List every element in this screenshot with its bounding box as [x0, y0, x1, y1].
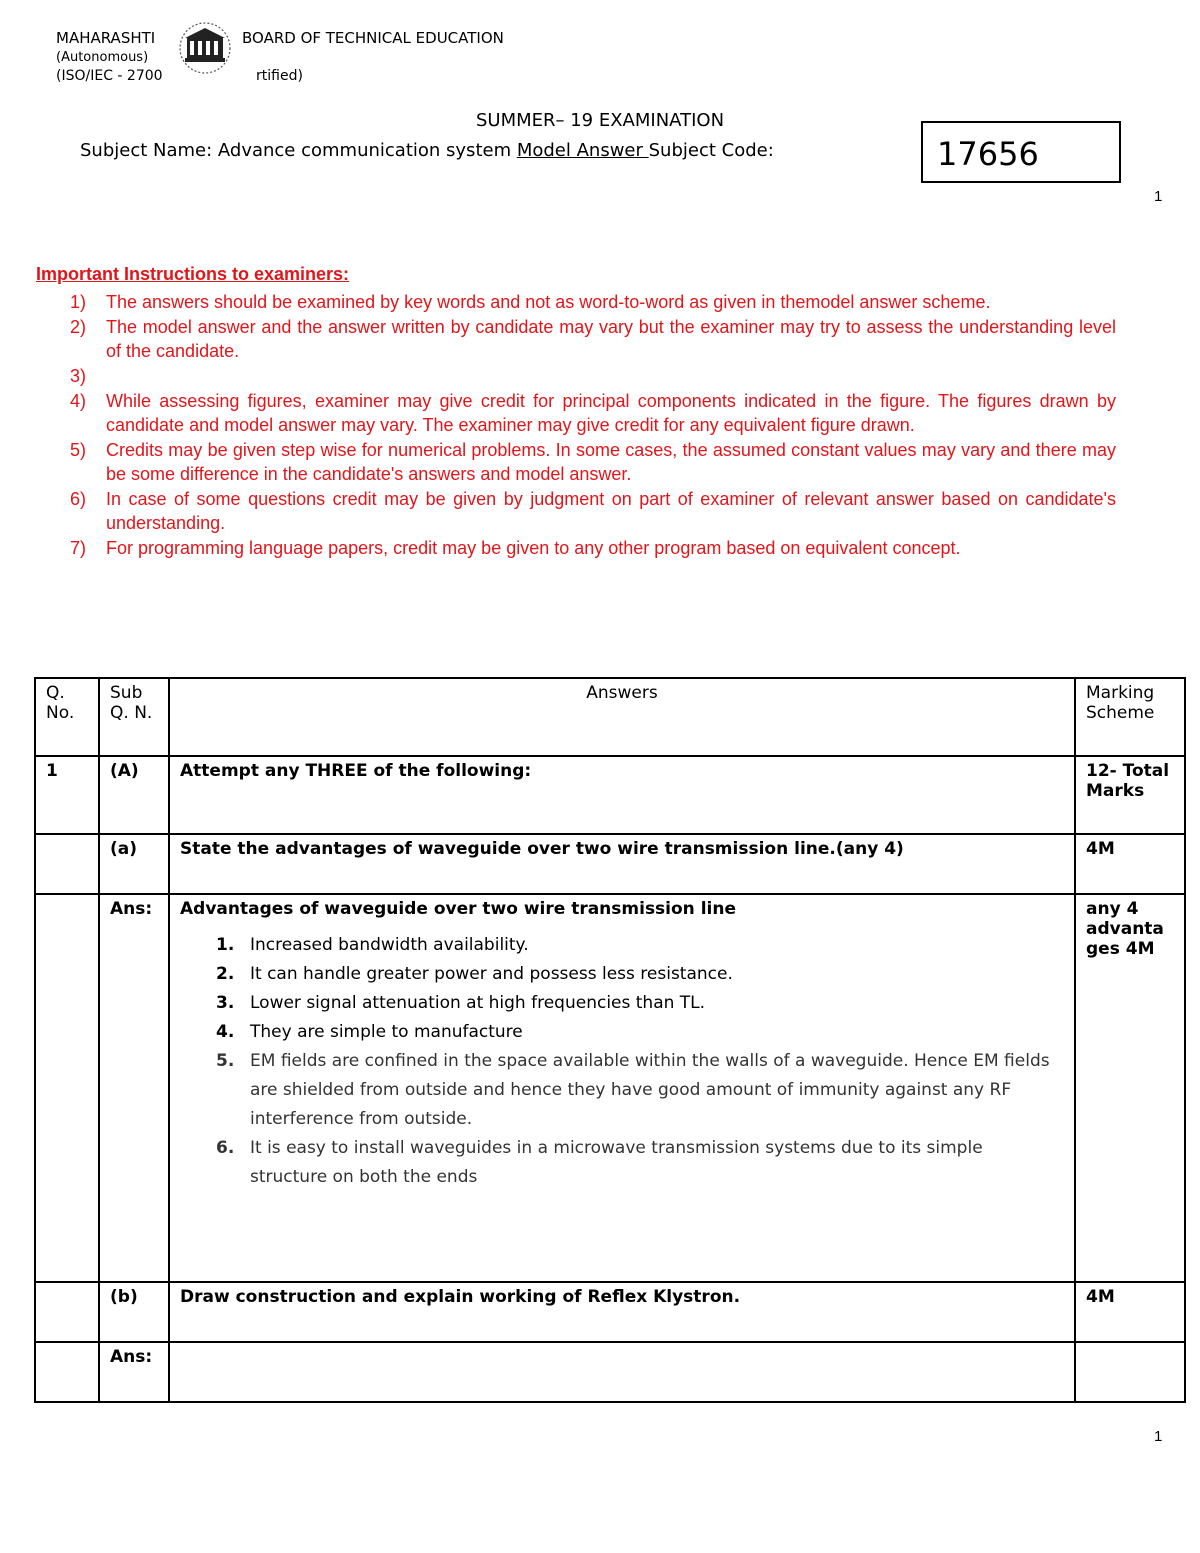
instruction-item: [36, 364, 1116, 388]
point-number: 1.: [216, 935, 235, 955]
point-number: 3.: [216, 993, 235, 1013]
instruction-text: The answers should be examined by key words and not as word-to-word as given in themodel answer scheme.: [106, 292, 991, 312]
point-text: Lower signal attenuation at high frequencies than TL.: [250, 993, 706, 1013]
marks: 4M: [1075, 1282, 1185, 1342]
autonomous-label: (Autonomous): [56, 50, 149, 65]
list-item: [180, 1047, 1064, 1134]
instructions-heading: Important Instructions to examiners:: [36, 264, 350, 284]
point-number: 5.: [216, 1051, 235, 1071]
subject-name: Subject Name: Advance communication system: [80, 140, 517, 161]
point-number: 2.: [216, 964, 235, 984]
board-logo-icon: [173, 20, 237, 80]
page-number-top: 1: [1154, 188, 1163, 205]
instruction-text: In case of some questions credit may be given by judgment on part of examiner of relevant answer based on candidate's understanding.: [106, 489, 1116, 533]
instruction-item: [36, 389, 1116, 437]
point-text: They are simple to manufacture: [250, 1022, 523, 1042]
instruction-number: 5): [70, 440, 87, 460]
instruction-text: The model answer and the answer written by candidate may vary but the examiner may try to assess the understanding level of the candidate.: [106, 317, 1116, 361]
instruction-number: 1): [70, 292, 87, 312]
instruction-item: [36, 315, 1116, 363]
institution-name-right: BOARD OF TECHNICAL EDUCATION: [242, 29, 504, 47]
marks: [1075, 1342, 1185, 1402]
iso-label-left: (ISO/IEC - 2700: [56, 68, 163, 84]
list-item: [180, 1134, 1064, 1192]
sub-question: (A): [99, 756, 169, 834]
instruction-number: 7): [70, 538, 87, 558]
point-text: Increased bandwidth availability.: [250, 935, 529, 955]
model-answer-label: Model Answer: [516, 140, 649, 161]
marks: any 4 advanta ges 4M: [1075, 894, 1185, 1282]
list-item: [180, 989, 1064, 1018]
question-number: [35, 834, 99, 894]
answer-cell: [169, 894, 1075, 1282]
question-number: 1: [35, 756, 99, 834]
point-text: EM fields are confined in the space available within the walls of a waveguide. Hence EM fields are shielded from outside and hence they have good amount of immunity against any RF interference from outside.: [250, 1051, 1050, 1129]
question-number: [35, 894, 99, 1282]
instruction-item: [36, 290, 1116, 314]
page-number-bottom: 1: [1154, 1428, 1163, 1445]
answer-heading: Advantages of waveguide over two wire transmission line: [180, 899, 736, 919]
instruction-number: 2): [70, 317, 87, 337]
header-sub-qn: Sub Q. N.: [99, 678, 169, 756]
question-text: Draw construction and explain working of Reflex Klystron.: [169, 1282, 1075, 1342]
header-marking-scheme: Marking Scheme: [1075, 678, 1185, 756]
table-row: [35, 894, 1185, 1282]
table-row: [35, 756, 1185, 834]
examiner-instructions: [36, 262, 1116, 561]
table-header-row: [35, 678, 1185, 756]
question-text: Attempt any THREE of the following:: [169, 756, 1075, 834]
table-row: [35, 1342, 1185, 1402]
answer-cell: [169, 1342, 1075, 1402]
subject-line: [80, 140, 774, 161]
marks: 12- Total Marks: [1075, 756, 1185, 834]
list-item: [180, 960, 1064, 989]
instruction-item: [36, 487, 1116, 535]
instruction-text: For programming language papers, credit may be given to any other program based on equivalent concept.: [106, 538, 961, 558]
header-q-no: Q. No.: [35, 678, 99, 756]
list-item: [180, 1018, 1064, 1047]
instruction-item: [36, 438, 1116, 486]
header-answers: Answers: [169, 678, 1075, 756]
answer-table: [34, 677, 1186, 1403]
institution-name-left: MAHARASHTI: [56, 29, 156, 47]
sub-question: Ans:: [99, 1342, 169, 1402]
instruction-number: 4): [70, 391, 87, 411]
subject-code-label: Subject Code:: [648, 140, 774, 161]
sub-question: (a): [99, 834, 169, 894]
point-number: 4.: [216, 1022, 235, 1042]
marks: 4M: [1075, 834, 1185, 894]
iso-label-right: rtified): [256, 68, 303, 84]
table-row: [35, 1282, 1185, 1342]
exam-title: SUMMER– 19 EXAMINATION: [475, 110, 725, 131]
question-number: [35, 1282, 99, 1342]
question-number: [35, 1342, 99, 1402]
sub-question: Ans:: [99, 894, 169, 1282]
point-text: It is easy to install waveguides in a microwave transmission systems due to its simple structure on both the ends: [250, 1138, 983, 1187]
instruction-text: Credits may be given step wise for numerical problems. In some cases, the assumed constant values may vary and there may be some difference in the candidate's answers and model answer.: [106, 440, 1116, 484]
subject-code-box: 17656: [921, 121, 1121, 183]
question-text: State the advantages of waveguide over two wire transmission line.(any 4): [169, 834, 1075, 894]
list-item: [180, 931, 1064, 960]
point-number: 6.: [216, 1138, 235, 1158]
instruction-text: While assessing figures, examiner may give credit for principal components indicated in the figure. The figures drawn by candidate and model answer may vary. The examiner may give credit for any equivalent figure drawn.: [106, 391, 1116, 435]
point-text: It can handle greater power and possess less resistance.: [250, 964, 733, 984]
sub-question: (b): [99, 1282, 169, 1342]
instruction-item: [36, 536, 1116, 560]
table-row: [35, 834, 1185, 894]
instruction-number: 3): [70, 366, 87, 386]
instruction-number: 6): [70, 489, 87, 509]
answer-points: [180, 931, 1064, 1192]
